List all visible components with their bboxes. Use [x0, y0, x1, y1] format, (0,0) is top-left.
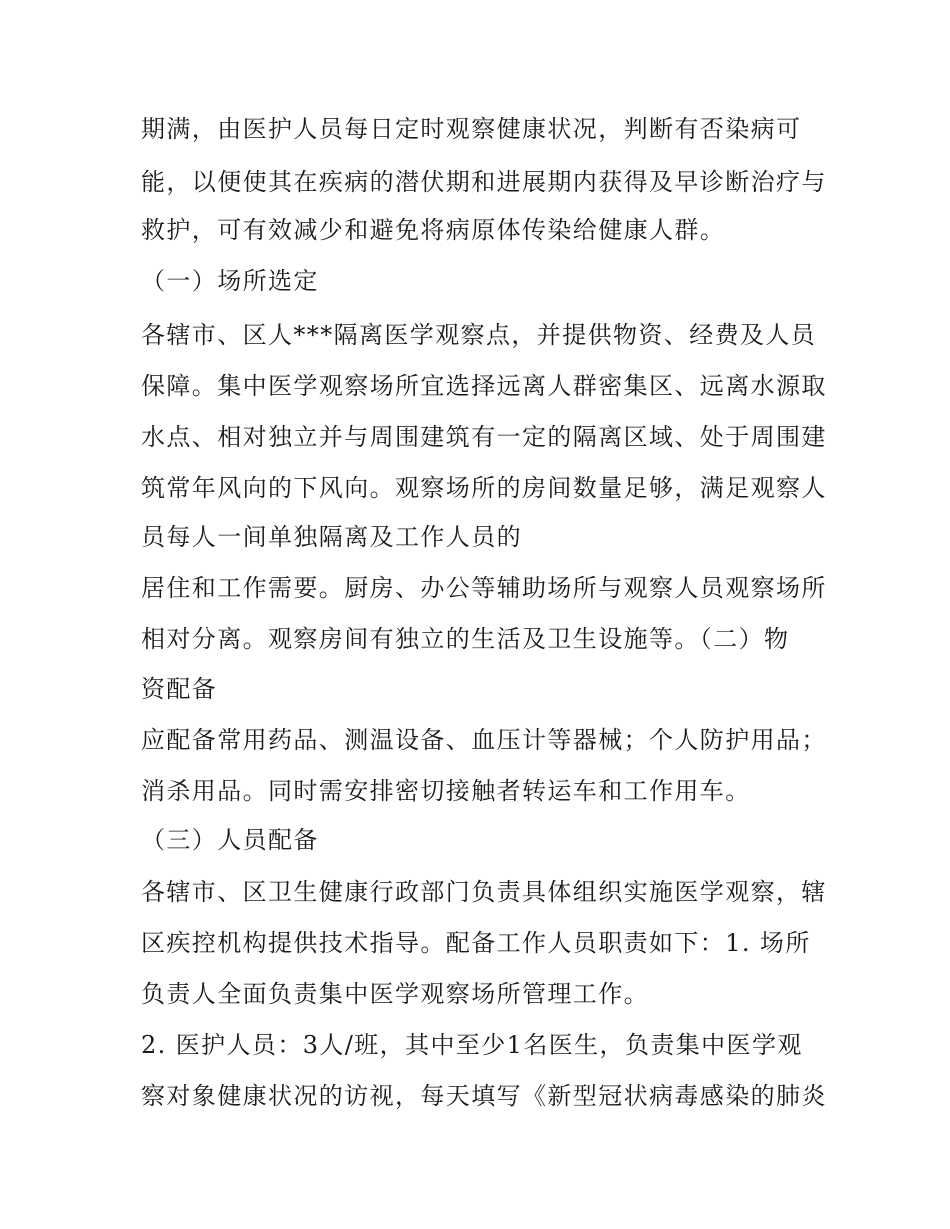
text-line: 各辖市、区卫生健康行政部门负责具体组织实施医学观察，辖	[141, 878, 827, 906]
section-heading: （一）场所选定	[141, 267, 319, 295]
text-line: 水点、相对独立并与周围建筑有一定的隔离区域、处于周围建	[141, 423, 827, 451]
text-line: 负责人全面负责集中医学观察场所管理工作。	[141, 980, 649, 1008]
text-line: 应配备常用药品、测温设备、血压计等器械；个人防护用品；	[141, 726, 827, 754]
text-line: 各辖市、区人***隔离医学观察点，并提供物资、经费及人员	[141, 321, 817, 349]
text-line: 员每人一间单独隔离及工作人员的	[141, 523, 522, 551]
text-line: 期满，由医护人员每日定时观察健康状况，判断有否染病可	[141, 115, 802, 143]
text-line: 相对分离。观察房间有独立的生活及卫生设施等。（二）物	[141, 625, 790, 653]
text-line: 筑常年风向的下风向。观察场所的房间数量足够，满足观察人	[141, 474, 827, 502]
text-line: 保障。集中医学观察场所宜选择远离人群密集区、远离水源取	[141, 372, 827, 400]
text-line: 2. 医护人员：3人/班，其中至少1名医生，负责集中医学观	[141, 1031, 803, 1059]
text-line: 察对象健康状况的访视，每天填写《新型冠状病毒感染的肺炎	[141, 1082, 827, 1110]
section-heading: （三）人员配备	[141, 826, 319, 854]
text-line: 救护，可有效减少和避免将病原体传染给健康人群。	[141, 216, 726, 244]
text-line: 区疾控机构提供技术指导。配备工作人员职责如下：1. 场所	[141, 929, 811, 957]
text-line: 能，以便使其在疾病的潜伏期和进展期内获得及早诊断治疗与	[141, 168, 827, 196]
text-line: 资配备	[141, 675, 218, 703]
text-line: 居住和工作需要。厨房、办公等辅助场所与观察人员观察场所	[141, 574, 827, 602]
text-line: 消杀用品。同时需安排密切接触者转运车和工作用车。	[141, 777, 751, 805]
